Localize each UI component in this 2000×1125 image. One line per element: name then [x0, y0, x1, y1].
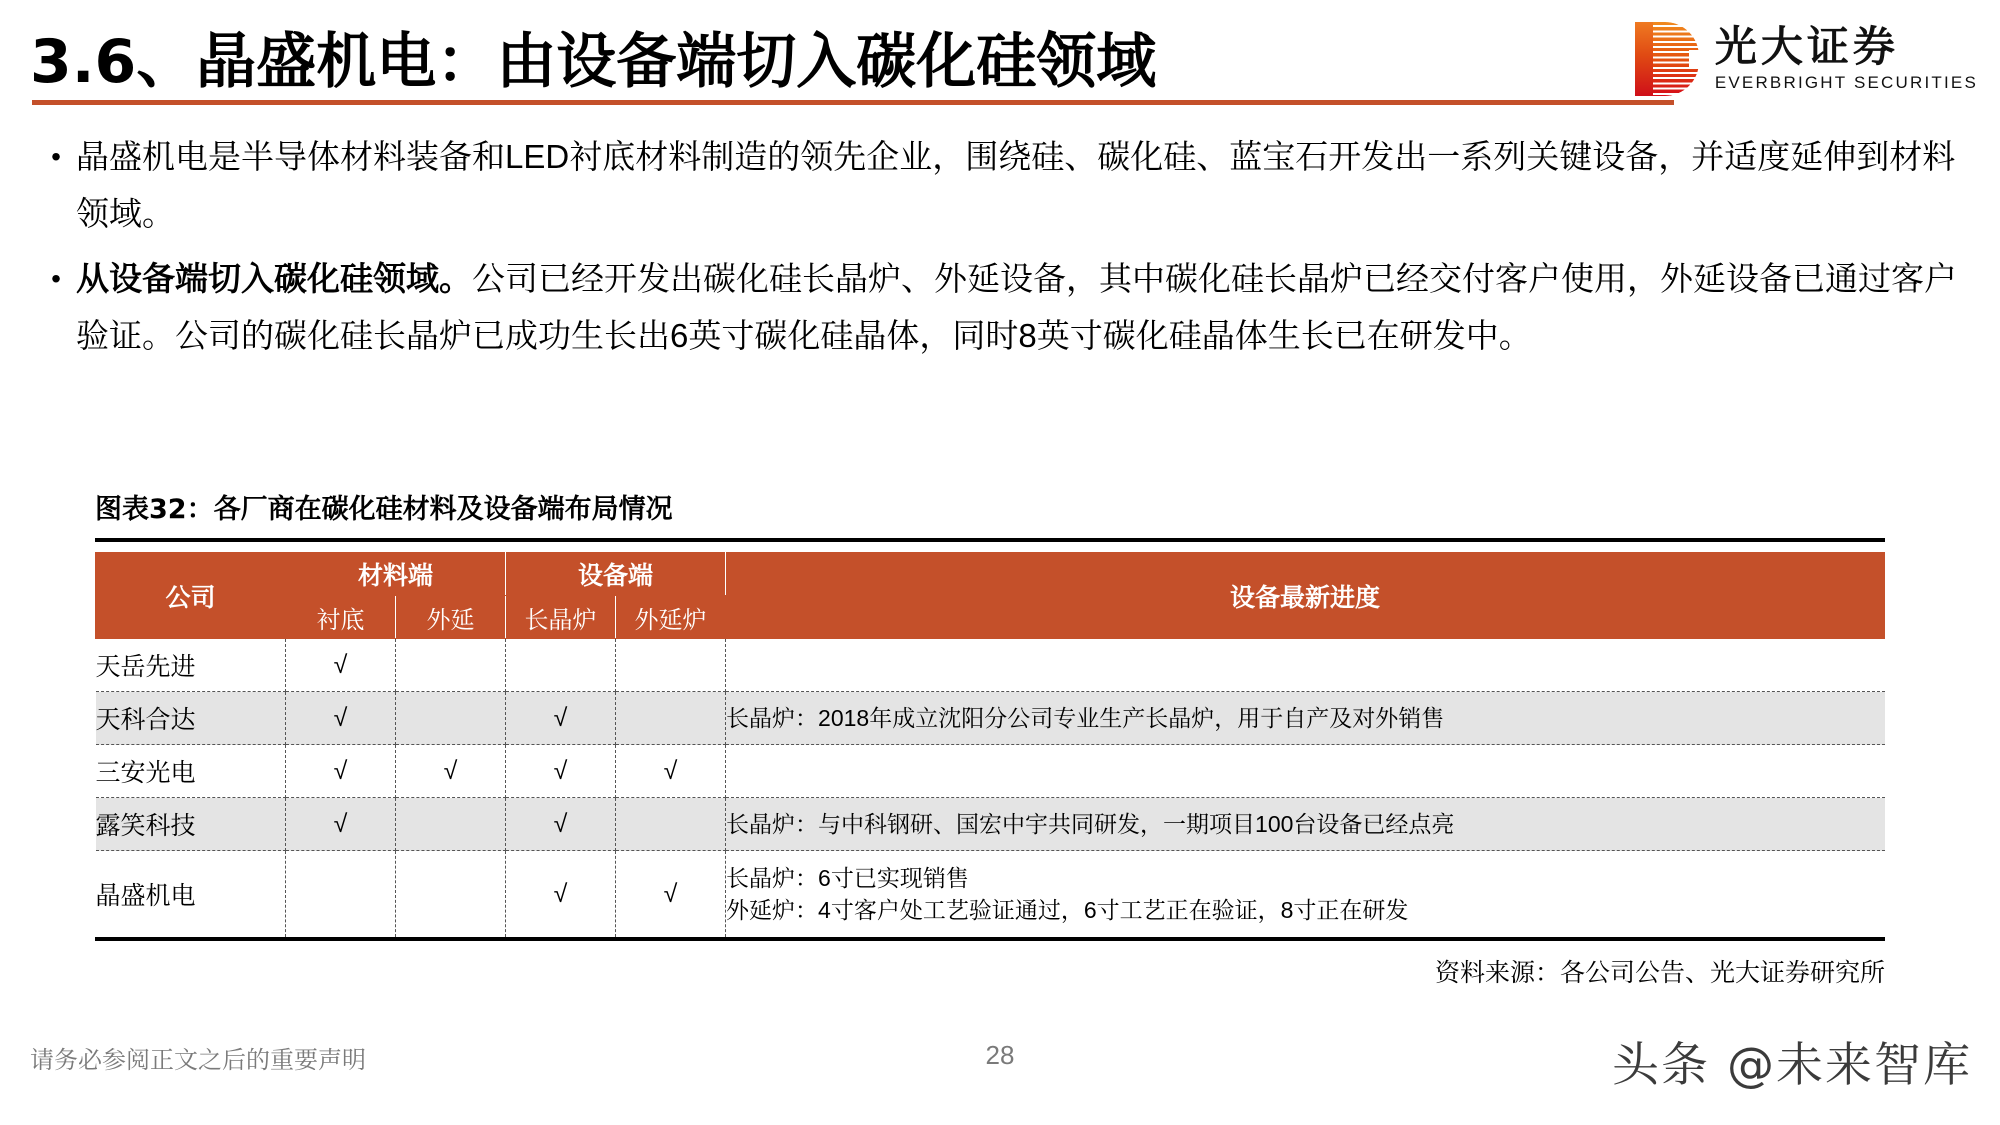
table-row	[96, 798, 1885, 851]
brand-logo-text	[1714, 21, 1978, 93]
bullet-text: 晶盛机电是半导体材料装备和LED衬底材料制造的领先企业，围绕硅、碳化硅、蓝宝石开发出一系列关键设备，并适度延伸到材料领域。	[76, 138, 1956, 232]
brand-name-en: EVERBRIGHT SECURITIES	[1714, 73, 1978, 93]
cell-company: 天岳先进	[96, 639, 286, 692]
slide-header	[0, 0, 2000, 118]
cell-company: 天科合达	[96, 692, 286, 745]
cell-epitaxy: √	[396, 745, 506, 798]
col-header-material-group: 材料端	[286, 553, 506, 596]
figure-top-rule	[95, 538, 1885, 542]
cell-company: 三安光电	[96, 745, 286, 798]
brand-logo	[1635, 22, 1978, 96]
cell-progress	[726, 851, 1885, 938]
cell-progress: 长晶炉：与中科钢研、国宏中宇共同研发，一期项目100台设备已经点亮	[726, 798, 1885, 851]
cell-epi-furnace: √	[616, 851, 726, 938]
list-item	[36, 250, 1976, 364]
cell-epitaxy	[396, 851, 506, 938]
bullet-list	[36, 128, 1976, 364]
cell-furnace: √	[506, 851, 616, 938]
bullet-text	[76, 250, 1976, 364]
table-wrapper	[95, 552, 1885, 941]
cell-epitaxy	[396, 798, 506, 851]
table-header-row	[96, 553, 1885, 596]
cell-progress: 长晶炉：2018年成立沈阳分公司专业生产长晶炉，用于自产及对外销售	[726, 692, 1885, 745]
col-header-progress: 设备最新进度	[726, 553, 1885, 639]
col-header-furnace: 长晶炉	[506, 596, 616, 639]
page-title: 3.6、晶盛机电：由设备端切入碳化硅领域	[30, 27, 1157, 97]
cell-furnace	[506, 639, 616, 692]
cell-progress	[726, 745, 1885, 798]
col-header-company: 公司	[96, 553, 286, 639]
figure-block	[95, 487, 1885, 989]
bullet-bold-prefix: 从设备端切入碳化硅领域。	[76, 260, 472, 297]
cell-furnace: √	[506, 798, 616, 851]
cell-epitaxy	[396, 692, 506, 745]
title-divider	[32, 100, 1674, 105]
bullet-marker: •	[51, 141, 61, 172]
cell-substrate	[286, 851, 396, 938]
bullet-body: 公司已经开发出碳化硅长晶炉、外延设备，其中碳化硅长晶炉已经交付客户使用，外延设备已通过客户验证。公司的碳化硅长晶炉已成功生长出6英寸碳化硅晶体，同时8英寸碳化硅晶体生长已在研发中。	[76, 260, 1957, 354]
table-row	[96, 639, 1885, 692]
cell-epitaxy	[396, 639, 506, 692]
cell-epi-furnace: √	[616, 745, 726, 798]
cell-progress-line: 外延炉：4寸客户处工艺验证通过，6寸工艺正在验证，8寸正在研发	[726, 897, 1409, 923]
cell-company: 晶盛机电	[96, 851, 286, 938]
bullet-marker: •	[51, 263, 61, 294]
everbright-mark-icon	[1635, 22, 1699, 96]
footer-disclaimer: 请务必参阅正文之后的重要声明	[30, 1047, 366, 1074]
col-header-substrate: 衬底	[286, 596, 396, 639]
cell-substrate: √	[286, 798, 396, 851]
cell-substrate: √	[286, 692, 396, 745]
table-row	[96, 851, 1885, 938]
col-header-epitaxy: 外延	[396, 596, 506, 639]
cell-progress	[726, 639, 1885, 692]
table-row	[96, 692, 1885, 745]
cell-furnace: √	[506, 692, 616, 745]
cell-furnace: √	[506, 745, 616, 798]
cell-epi-furnace	[616, 639, 726, 692]
figure-source: 资料来源：各公司公告、光大证券研究所	[1434, 959, 1885, 987]
table-row	[96, 745, 1885, 798]
cell-epi-furnace	[616, 692, 726, 745]
list-item	[36, 128, 1976, 242]
table-head	[96, 553, 1885, 639]
table-body	[96, 639, 1885, 938]
cell-progress-line: 长晶炉：6寸已实现销售	[726, 865, 969, 891]
col-header-equipment-group: 设备端	[506, 553, 726, 596]
cell-substrate: √	[286, 745, 396, 798]
watermark: 头条 @未来智库	[1612, 1038, 1972, 1093]
page-number: 28	[985, 1040, 1015, 1070]
cell-company: 露笑科技	[96, 798, 286, 851]
col-header-epi-furnace: 外延炉	[616, 596, 726, 639]
figure-caption: 图表32：各厂商在碳化硅材料及设备端布局情况	[95, 494, 673, 525]
cell-substrate: √	[286, 639, 396, 692]
layout-table	[95, 552, 1885, 937]
cell-epi-furnace	[616, 798, 726, 851]
brand-name-cn: 光大证券	[1714, 21, 1899, 71]
